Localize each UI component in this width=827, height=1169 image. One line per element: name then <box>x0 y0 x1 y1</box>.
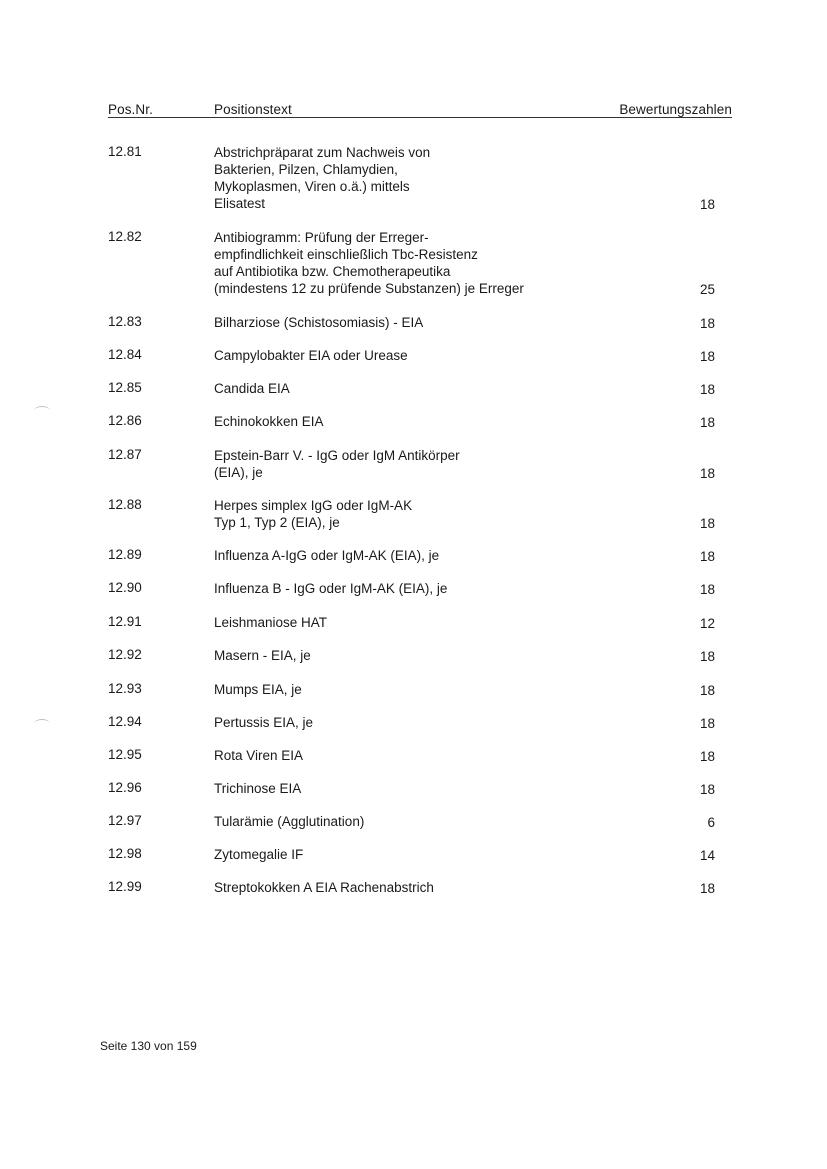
position-number: 12.91 <box>108 614 142 629</box>
position-number: 12.88 <box>108 497 142 512</box>
position-text-line: Influenza A-IgG oder IgM-AK (EIA), je <box>214 548 440 563</box>
position-text-line: Masern - EIA, je <box>214 648 311 663</box>
rating-value: 18 <box>699 782 715 797</box>
position-text <box>214 614 614 631</box>
position-number: 12.84 <box>108 347 142 362</box>
position-text-line: Echinokokken EIA <box>214 414 324 429</box>
position-text-line: Abstrichpräparat zum Nachweis von <box>214 145 431 160</box>
position-text <box>214 447 614 481</box>
header-underline <box>108 117 732 118</box>
position-text-line: Trichinose EIA <box>214 781 302 796</box>
position-text-line: Mumps EIA, je <box>214 682 302 697</box>
position-text-line: Pertussis EIA, je <box>214 715 314 730</box>
position-text-line: Epstein-Barr V. - IgG oder IgM Antikörper <box>214 448 460 463</box>
position-text <box>214 580 614 597</box>
position-number: 12.81 <box>108 144 142 159</box>
rating-value: 18 <box>699 716 715 731</box>
position-text <box>214 314 614 331</box>
position-number: 12.97 <box>108 813 142 828</box>
position-text <box>214 413 614 430</box>
position-text <box>214 547 614 564</box>
position-text-line: (EIA), je <box>214 465 263 480</box>
rating-value: 18 <box>699 382 715 397</box>
position-number: 12.85 <box>108 380 142 395</box>
position-number: 12.99 <box>108 879 142 894</box>
position-number: 12.98 <box>108 846 142 861</box>
position-number: 12.90 <box>108 580 142 595</box>
page-number: Seite 130 von 159 <box>100 1039 197 1053</box>
position-number: 12.96 <box>108 780 142 795</box>
rating-value: 18 <box>699 516 715 531</box>
position-text-line: Antibiogramm: Prüfung der Erreger- <box>214 230 429 245</box>
position-number: 12.92 <box>108 647 142 662</box>
position-text <box>214 380 614 397</box>
rating-value: 18 <box>699 649 715 664</box>
position-text-line: Rota Viren EIA <box>214 748 304 763</box>
rating-value: 18 <box>699 349 715 364</box>
position-text-line: Streptokokken A EIA Rachenabstrich <box>214 880 434 895</box>
position-text <box>214 846 614 863</box>
position-number: 12.86 <box>108 413 142 428</box>
column-header-value: Bewertungszahlen <box>619 102 732 117</box>
position-text <box>214 347 614 364</box>
rating-value: 18 <box>699 683 715 698</box>
column-header-pos: Pos.Nr. <box>108 102 153 117</box>
position-text-line: Tularämie (Agglutination) <box>214 814 365 829</box>
position-text-line: Zytomegalie IF <box>214 847 304 862</box>
rating-value: 12 <box>699 616 715 631</box>
rating-value: 18 <box>699 316 715 331</box>
scan-mark <box>34 406 50 415</box>
rating-value: 18 <box>699 582 715 597</box>
position-text-line: Bilharziose (Schistosomiasis) - EIA <box>214 315 424 330</box>
rating-value: 18 <box>699 466 715 481</box>
position-text <box>214 647 614 664</box>
rating-value: 6 <box>707 815 715 830</box>
position-text-line: Mykoplasmen, Viren o.ä.) mittels <box>214 179 410 194</box>
position-text-line: Typ 1, Typ 2 (EIA), je <box>214 515 340 530</box>
rating-value: 18 <box>699 549 715 564</box>
position-text-line: Bakterien, Pilzen, Chlamydien, <box>214 162 398 177</box>
position-text <box>214 879 614 896</box>
column-header-text: Positionstext <box>214 102 292 117</box>
position-number: 12.95 <box>108 747 142 762</box>
position-number: 12.89 <box>108 547 142 562</box>
rating-value: 18 <box>699 881 715 896</box>
position-text <box>214 681 614 698</box>
rating-value: 18 <box>699 197 715 212</box>
rating-value: 14 <box>699 848 715 863</box>
position-text-line: Herpes simplex IgG oder IgM-AK <box>214 498 413 513</box>
position-text-line: auf Antibiotika bzw. Chemotherapeutika <box>214 264 451 279</box>
position-text <box>214 144 614 212</box>
position-text <box>214 813 614 830</box>
position-number: 12.83 <box>108 314 142 329</box>
position-text <box>214 714 614 731</box>
position-number: 12.87 <box>108 447 142 462</box>
position-text-line: Campylobakter EIA oder Urease <box>214 348 408 363</box>
position-text-line: (mindestens 12 zu prüfende Substanzen) je Erreger <box>214 281 524 296</box>
position-text <box>214 497 614 531</box>
rating-value: 18 <box>699 415 715 430</box>
position-text-line: Elisatest <box>214 196 266 211</box>
position-text-line: Leishmaniose HAT <box>214 615 328 630</box>
rating-value: 25 <box>699 282 715 297</box>
position-number: 12.94 <box>108 714 142 729</box>
position-number: 12.93 <box>108 681 142 696</box>
position-text-line: Candida EIA <box>214 381 290 396</box>
rating-value: 18 <box>699 749 715 764</box>
position-number: 12.82 <box>108 229 142 244</box>
position-text <box>214 747 614 764</box>
position-text <box>214 780 614 797</box>
position-text-line: empfindlichkeit einschließlich Tbc-Resistenz <box>214 247 478 262</box>
scan-mark <box>34 719 50 728</box>
position-text <box>214 229 614 297</box>
position-text-line: Influenza B - IgG oder IgM-AK (EIA), je <box>214 581 448 596</box>
